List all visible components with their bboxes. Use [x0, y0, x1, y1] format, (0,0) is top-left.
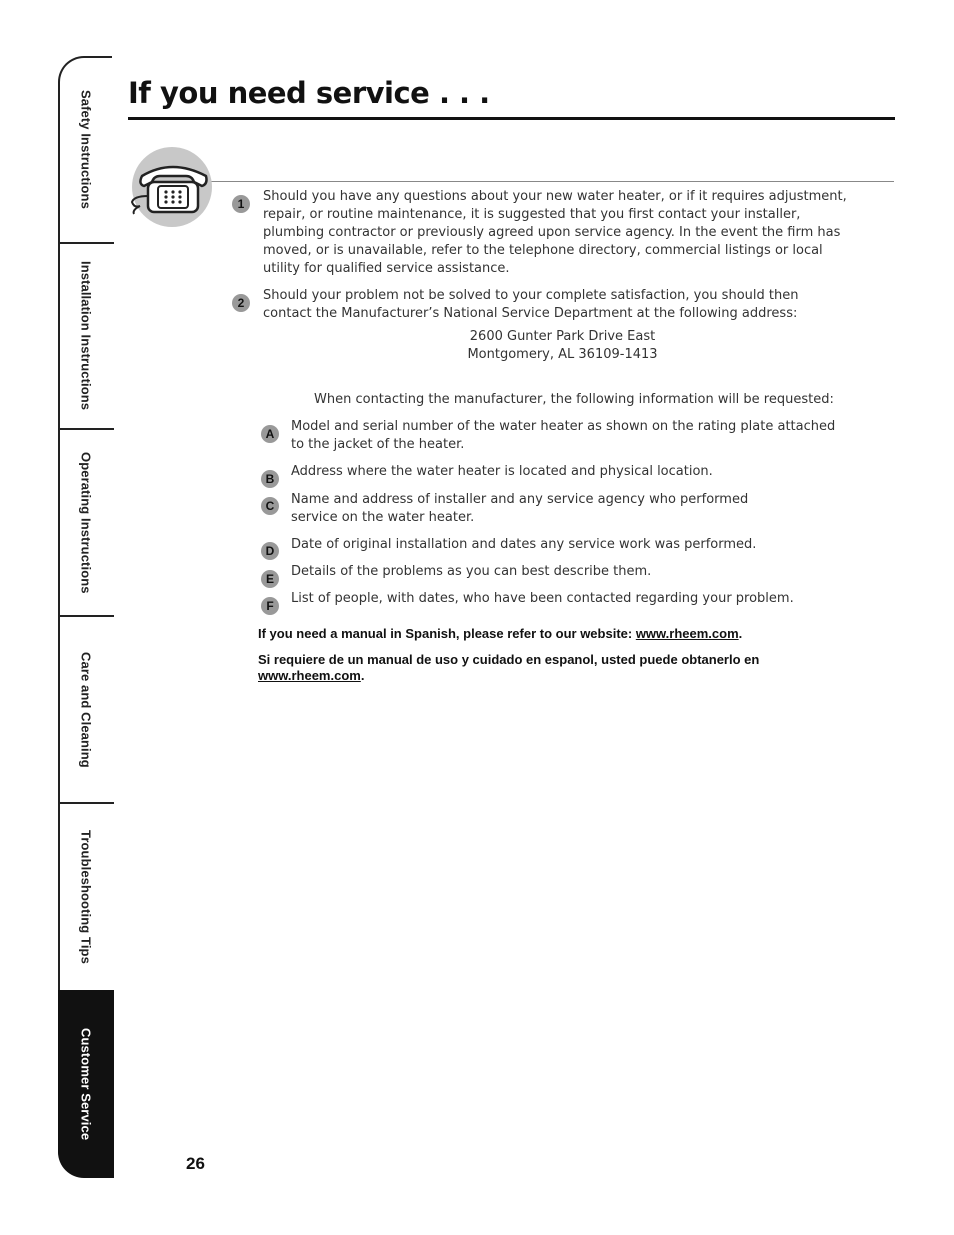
spanish-manual-note-en [258, 626, 878, 642]
item-letter-badge: B [261, 470, 279, 488]
tab-customer-service[interactable] [58, 990, 114, 1178]
tab-installation-instructions[interactable] [58, 244, 114, 428]
page-number: 26 [186, 1154, 205, 1173]
step-number-badge: 2 [232, 294, 250, 312]
requested-info-intro: When contacting the manufacturer, the following information will be requested: [314, 392, 834, 407]
website-link[interactable]: www.rheem.com [635, 626, 739, 641]
tab-operating-instructions[interactable] [58, 430, 114, 615]
website-link[interactable]: www.rheem.com [258, 668, 361, 683]
telephone-icon [128, 146, 212, 230]
item-letter-badge: E [261, 570, 279, 588]
list-item: Date of original installation and dates any service work was performed. [291, 537, 757, 552]
tab-label: Safety Instructions [78, 89, 94, 209]
tab-troubleshooting-tips[interactable] [58, 804, 114, 990]
address-line: Montgomery, AL 36109-1413 [467, 347, 658, 362]
item-letter-badge: C [261, 497, 279, 515]
list-item: Name and address of installer and any service agency who performed service on the water heater. [291, 492, 749, 525]
note-text: Si requiere de un manual de uso y cuidado en espanol, usted puede obtanerlo en [258, 652, 760, 667]
note-text: If you need a manual in Spanish, please refer to our website: [258, 626, 636, 641]
note-end: . [360, 668, 365, 683]
section-rule [200, 181, 894, 182]
note-end: . [738, 626, 743, 641]
tab-label: Troubleshooting Tips [78, 830, 94, 964]
title-rule [128, 117, 895, 120]
step-text: Should you have any questions about your new water heater, or if it requires adjustment, repair, or routine maintenance, it is suggested that you first contact your installer, plumbing contractor or previously agreed upon service agency. In the event the firm has moved, or is unavailable, refer to the telephone directory, commercial listings or local utility for qualified service assistance. [263, 189, 847, 276]
section-tabs [58, 56, 114, 1180]
step-number-badge: 1 [232, 195, 250, 213]
item-letter-badge: F [261, 597, 279, 615]
address-line: 2600 Gunter Park Drive East [469, 329, 656, 344]
list-item: Address where the water heater is located and physical location. [291, 464, 713, 479]
tab-label: Operating Instructions [78, 451, 94, 594]
list-item: Model and serial number of the water heater as shown on the rating plate attached to the jacket of the heater. [291, 419, 836, 452]
tab-label: Care and Cleaning [78, 651, 94, 768]
list-item: List of people, with dates, who have been contacted regarding your problem. [291, 591, 794, 606]
spanish-manual-note-es [258, 652, 838, 684]
step-text: Should your problem not be solved to your complete satisfaction, you should then contact the Manufacturer’s National Service Department at the following address: [263, 288, 799, 321]
page-title: If you need service . . . [128, 76, 490, 110]
item-letter-badge: A [261, 425, 279, 443]
tab-care-and-cleaning[interactable] [58, 617, 114, 802]
tab-label: Installation Instructions [78, 261, 94, 411]
tab-label: Customer Service [78, 1027, 94, 1141]
list-item: Details of the problems as you can best describe them. [291, 564, 652, 579]
item-letter-badge: D [261, 542, 279, 560]
tab-safety-instructions[interactable] [58, 56, 114, 242]
